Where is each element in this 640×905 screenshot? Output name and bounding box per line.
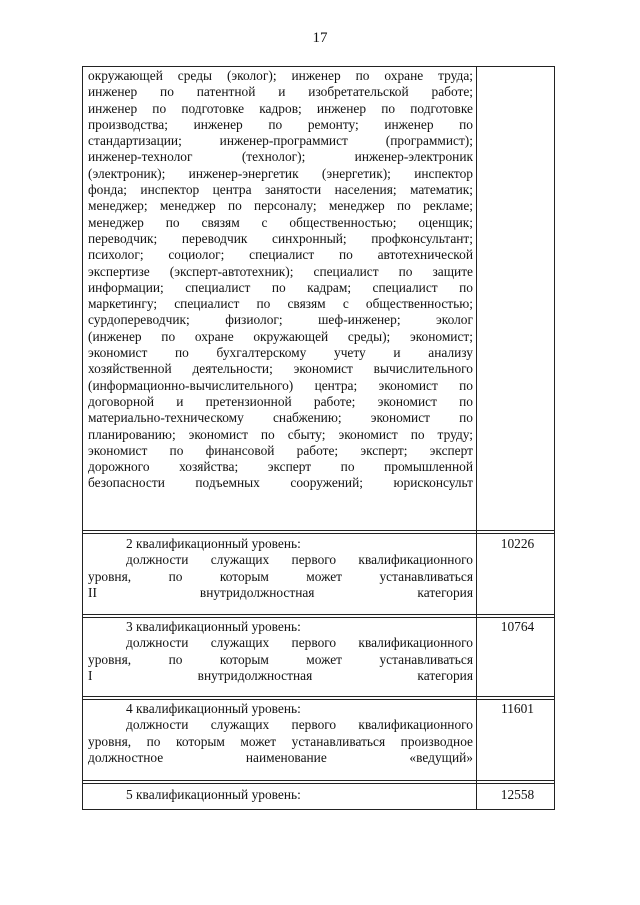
text-line: (инженер по охране окружающей среды); экономист;: [88, 328, 473, 344]
level-description-line: должностное наименование «ведущий»: [88, 749, 473, 765]
text-line: договорной и претензионной работе; экономист по: [88, 393, 473, 409]
text-line: инженер по подготовке кадров; инженер по подготовке: [88, 100, 473, 116]
text-line: экономист по бухгалтерскому учету и анализу: [88, 345, 473, 361]
text-line: производства; инженер по ремонту; инженер по: [88, 116, 473, 132]
text-line: сурдопереводчик; физиолог; шеф-инженер; эколог: [88, 312, 473, 328]
text-line: маркетингу; специалист по связям с общественностью;: [88, 296, 473, 312]
row-divider: [82, 533, 555, 534]
level-description-line: уровня, по которым может устанавливаться производное: [88, 733, 473, 749]
level-4-cell: [88, 701, 473, 766]
text-line: (информационно-вычислительного) центра; экономист по: [88, 377, 473, 393]
text-line: материально-техническому снабжению; экономист по: [88, 410, 473, 426]
level-description-line: должности служащих первого квалификационного: [126, 552, 473, 568]
level-description-line: I внутридолжностная категория: [88, 667, 473, 683]
text-line: информации; специалист по кадрам; специалист по: [88, 279, 473, 295]
level-4-value: 11601: [501, 701, 534, 716]
text-line: планированию; экономист по сбыту; экономист по труду;: [88, 426, 473, 442]
level-2-value: 10226: [500, 536, 535, 551]
level-description-line: должности служащих первого квалификационного: [126, 717, 473, 733]
text-line: безопасности подъемных сооружений; юрисконсульт: [88, 475, 473, 491]
text-line: экономист по финансовой работе; эксперт; эксперт: [88, 442, 473, 458]
table-border-bottom: [82, 809, 555, 810]
level-description-line: уровня, по которым может устанавливаться: [88, 568, 473, 584]
table-border-top: [82, 66, 555, 67]
text-line: инженер-технолог (технолог); инженер-электроник: [88, 149, 473, 165]
level-title: 4 квалификационный уровень:: [126, 701, 301, 716]
text-line: психолог; социолог; специалист по автотехнической: [88, 247, 473, 263]
row-divider: [82, 783, 555, 784]
text-line: инженер по патентной и изобретательской работе;: [88, 84, 473, 100]
salary-table: [82, 66, 555, 810]
level-5-cell: [88, 787, 473, 803]
level-title: 2 квалификационный уровень:: [126, 536, 301, 551]
text-line: переводчик; переводчик синхронный; профконсультант;: [88, 230, 473, 246]
text-line: экспертизе (эксперт-автотехник); специалист по защите: [88, 263, 473, 279]
text-line: (электроник); инженер-энергетик (энергетик); инспектор: [88, 165, 473, 181]
level-3-cell: [88, 619, 473, 684]
text-line: хозяйственной деятельности; экономист вычислительного: [88, 361, 473, 377]
level-description-line: должности служащих первого квалификационного: [126, 635, 473, 651]
level-5-value: 12558: [500, 787, 535, 802]
text-line: менеджер по связям с общественностью; оценщик;: [88, 214, 473, 230]
text-line: менеджер; менеджер по персоналу; менеджер по рекламе;: [88, 198, 473, 214]
text-line: окружающей среды (эколог); инженер по охране труда;: [88, 68, 473, 83]
row-divider: [82, 530, 555, 531]
position-list-cell: [88, 68, 473, 492]
text-line: дорожного хозяйства; эксперт по промышленной: [88, 459, 473, 475]
level-title: 3 квалификационный уровень:: [126, 619, 301, 634]
row-divider: [82, 617, 555, 618]
text-line: фонда; инспектор центра занятости населения; математик;: [88, 182, 473, 198]
level-description-line: уровня, по которым может устанавливаться: [88, 651, 473, 667]
level-2-cell: [88, 536, 473, 601]
text-line: стандартизации; инженер-программист (программист);: [88, 133, 473, 149]
row-divider: [82, 780, 555, 781]
level-description-line: II внутридолжностная категория: [88, 584, 473, 600]
page-number: 17: [312, 30, 328, 46]
level-3-value: 10764: [500, 619, 535, 634]
level-title: 5 квалификационный уровень:: [126, 787, 301, 802]
row-divider: [82, 696, 555, 697]
row-divider: [82, 699, 555, 700]
row-divider: [82, 614, 555, 615]
